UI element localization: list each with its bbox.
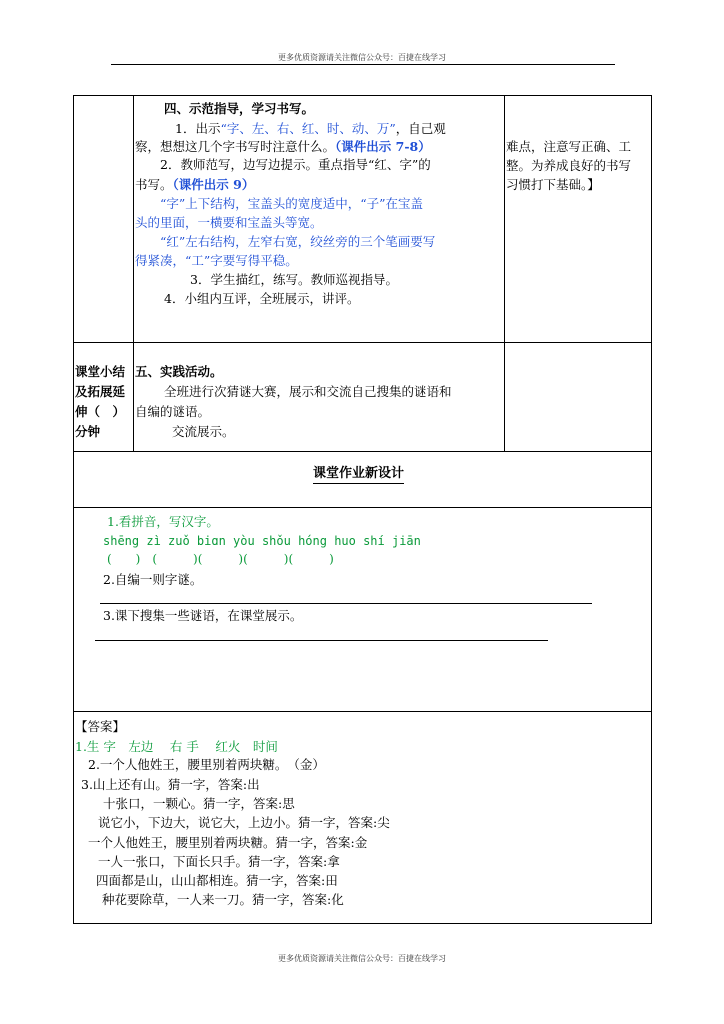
- summary-label-line1: 课堂小结: [75, 364, 126, 379]
- homework-q2-answer-line: [100, 603, 592, 604]
- homework-q2: 2.自编一则字谜。: [103, 572, 203, 587]
- section4-p2b: 书写。: [135, 177, 173, 192]
- section5-para1-line2: 自编的谜语。: [135, 404, 211, 419]
- table-row-divider-1: [73, 342, 652, 343]
- section4-p1-chars: “字、左、右、红、时、动、万”: [220, 121, 396, 136]
- homework-blanks: ( ) ( )( )( )( ): [107, 552, 334, 566]
- answers-title: 【答案】: [75, 719, 126, 734]
- table-row-divider-2: [73, 451, 652, 452]
- summary-label-line4: 分钟: [75, 424, 101, 439]
- section5-para2: 交流展示。: [172, 424, 235, 439]
- table-border-right: [651, 95, 652, 924]
- homework-title: 课堂作业新设计: [313, 465, 404, 484]
- homework-pinyin: shēng zì zuǒ biɑn yòu shǒu hóng huo shí jiān: [103, 534, 421, 548]
- section4-para6: 4．小组内互评，全班展示，讲评。: [164, 291, 360, 306]
- answer-1: 1.生 字 左边 右 手 红火 时间: [75, 739, 278, 754]
- answer-2: 2.一个人他姓王，腰里别着两块糖。 （金）: [88, 757, 325, 772]
- section4-para2-line1: 2．教师范写，边写边提示。重点指导“红、字”的: [160, 157, 431, 172]
- header-rule: [111, 64, 615, 65]
- summary-label-line3: 伸（ ）: [75, 404, 126, 419]
- section4-p1-ref: （课件出示 7-8）: [335, 139, 431, 154]
- table-row-divider-4: [73, 711, 652, 712]
- homework-q3-answer-line: [95, 640, 548, 641]
- section4-para4-line2: 得紧凑，“工”字要写得平稳。: [135, 253, 298, 268]
- section4-note-line1: 难点，注意写正确、工: [506, 139, 632, 154]
- answer-7: 一人一张口，下面长只手。猜一字，答案:拿: [98, 854, 340, 869]
- section4-note-line3: 习惯打下基础。】: [506, 177, 600, 192]
- answer-6: 一个人他姓王，腰里别着两块糖。猜一字，答案:金: [88, 835, 368, 850]
- table-border-bottom: [73, 923, 652, 924]
- section4-para4-line1: “红”左右结构，左窄右宽，绞丝旁的三个笔画要写: [160, 234, 436, 249]
- answer-3: 3.山上还有山。猜一字，答案:出: [81, 777, 260, 792]
- section4-p1c: 察，想想这几个字书写时注意什么。: [135, 139, 336, 154]
- answer-9: 种花要除草，一人来一刀。猜一字，答案:化: [102, 892, 344, 907]
- table-row-divider-3: [73, 507, 652, 508]
- page-footer-text: 更多优质资源请关注微信公众号：百捷在线学习: [278, 954, 446, 963]
- answer-4: 十张口，一颗心。猜一字，答案:思: [103, 796, 295, 811]
- answer-5: 说它小，下边大，说它大，上边小。猜一字，答案:尖: [98, 815, 390, 830]
- page-header-text: 更多优质资源请关注微信公众号：百捷在线学习: [278, 53, 446, 62]
- section4-p1a: 1．出示: [175, 121, 221, 136]
- summary-label-line2: 及拓展延: [75, 384, 126, 399]
- section4-note-line2: 整。为养成良好的书写: [506, 158, 632, 173]
- section5-para1-line1: 全班进行次猜谜大赛，展示和交流自己搜集的谜语和: [164, 384, 452, 399]
- section4-p2-ref: （课件出示 9）: [172, 177, 255, 192]
- answer-8: 四面都是山，山山都相连。猜一字，答案:田: [96, 873, 338, 888]
- table-col-divider-1: [133, 95, 134, 451]
- section5-heading: 五、实践活动。: [135, 364, 223, 379]
- section4-p1b: ，自己观: [395, 121, 446, 136]
- table-col-divider-2: [504, 95, 505, 451]
- section4-para3-line2: 头的里面，一横要和宝盖头等宽。: [135, 215, 323, 230]
- table-border-top: [73, 95, 652, 96]
- section4-heading: 四、示范指导，学习书写。: [164, 101, 315, 116]
- section4-para3-line1: “字”上下结构，宝盖头的宽度适中，“子”在宝盖: [160, 196, 424, 211]
- section4-para5: 3．学生描红，练写。教师巡视指导。: [190, 272, 398, 287]
- table-border-left: [73, 95, 74, 924]
- homework-q3: 3.课下搜集一些谜语，在课堂展示。: [103, 608, 303, 623]
- homework-q1: 1.看拼音，写汉字。: [107, 514, 219, 529]
